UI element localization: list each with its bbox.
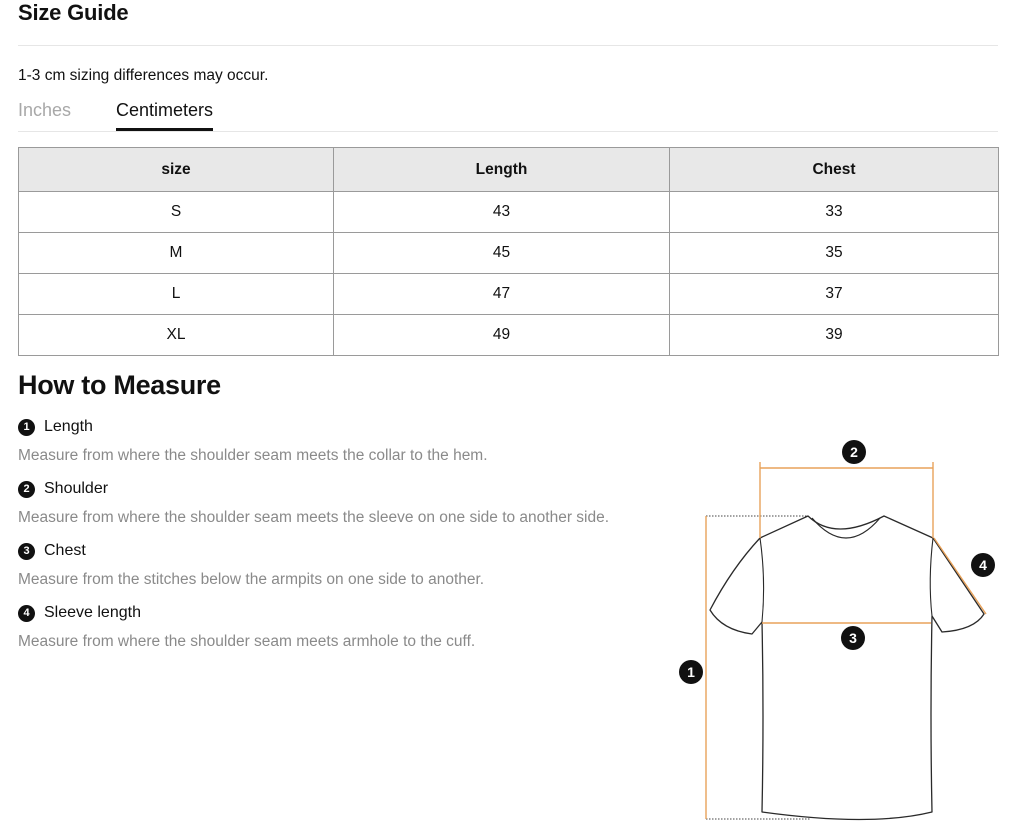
tshirt-outline: [710, 516, 984, 820]
marker-number: 2: [850, 444, 858, 460]
tab-centimeters[interactable]: Centimeters: [116, 100, 213, 129]
cell-chest: 35: [670, 233, 999, 274]
measure-description: Measure from where the shoulder seam meets the collar to the hem.: [18, 447, 488, 464]
measure-label: Shoulder: [44, 480, 109, 497]
cell-size: L: [19, 274, 334, 315]
measure-label: Sleeve length: [44, 604, 141, 621]
cell-chest: 39: [670, 315, 999, 356]
number-badge: 1: [18, 419, 35, 436]
cell-size: S: [19, 192, 334, 233]
marker-number: 4: [979, 557, 987, 573]
table-row: [19, 192, 999, 233]
measure-item-shoulder: [18, 478, 658, 540]
measure-item-length: [18, 416, 658, 478]
number-badge: 2: [18, 481, 35, 498]
column-header-length: Length: [334, 148, 670, 192]
cell-chest: 33: [670, 192, 999, 233]
measure-description: Measure from where the shoulder seam meets armhole to the cuff.: [18, 633, 476, 650]
table-header-row: [19, 148, 999, 192]
shoulder-marker: [842, 440, 866, 464]
chest-marker: [841, 626, 865, 650]
number-badge: 4: [18, 605, 35, 622]
measure-description: Measure from where the shoulder seam meets the sleeve on one side to another side.: [18, 509, 610, 526]
cell-chest: 37: [670, 274, 999, 315]
column-header-chest: Chest: [670, 148, 999, 192]
table-row: [19, 315, 999, 356]
number-badge: 3: [18, 543, 35, 560]
measure-label: Chest: [44, 542, 86, 559]
marker-number: 1: [687, 664, 695, 680]
measure-description: Measure from the stitches below the armpits on one side to another.: [18, 571, 485, 588]
measure-list: [18, 416, 658, 664]
measure-item-chest: [18, 540, 658, 602]
size-table: [18, 147, 999, 356]
sleeve-marker: [971, 553, 995, 577]
sizing-note: 1-3 cm sizing differences may occur.: [18, 67, 269, 84]
tabs-divider: [18, 131, 998, 132]
measure-item-sleeve-length: [18, 602, 658, 664]
cell-size: XL: [19, 315, 334, 356]
cell-length: 45: [334, 233, 670, 274]
measure-label: Length: [44, 418, 93, 435]
table-row: [19, 233, 999, 274]
cell-length: 43: [334, 192, 670, 233]
cell-size: M: [19, 233, 334, 274]
marker-number: 3: [849, 630, 857, 646]
cell-length: 47: [334, 274, 670, 315]
length-marker: [679, 660, 703, 684]
how-to-measure-title: How to Measure: [18, 370, 221, 400]
table-row: [19, 274, 999, 315]
header-divider: [18, 45, 998, 46]
column-header-size: size: [19, 148, 334, 192]
cell-length: 49: [334, 315, 670, 356]
page-title: Size Guide: [18, 0, 129, 25]
tshirt-diagram: [660, 430, 1010, 830]
unit-tabs: [18, 98, 998, 132]
tab-inches[interactable]: Inches: [18, 100, 72, 120]
